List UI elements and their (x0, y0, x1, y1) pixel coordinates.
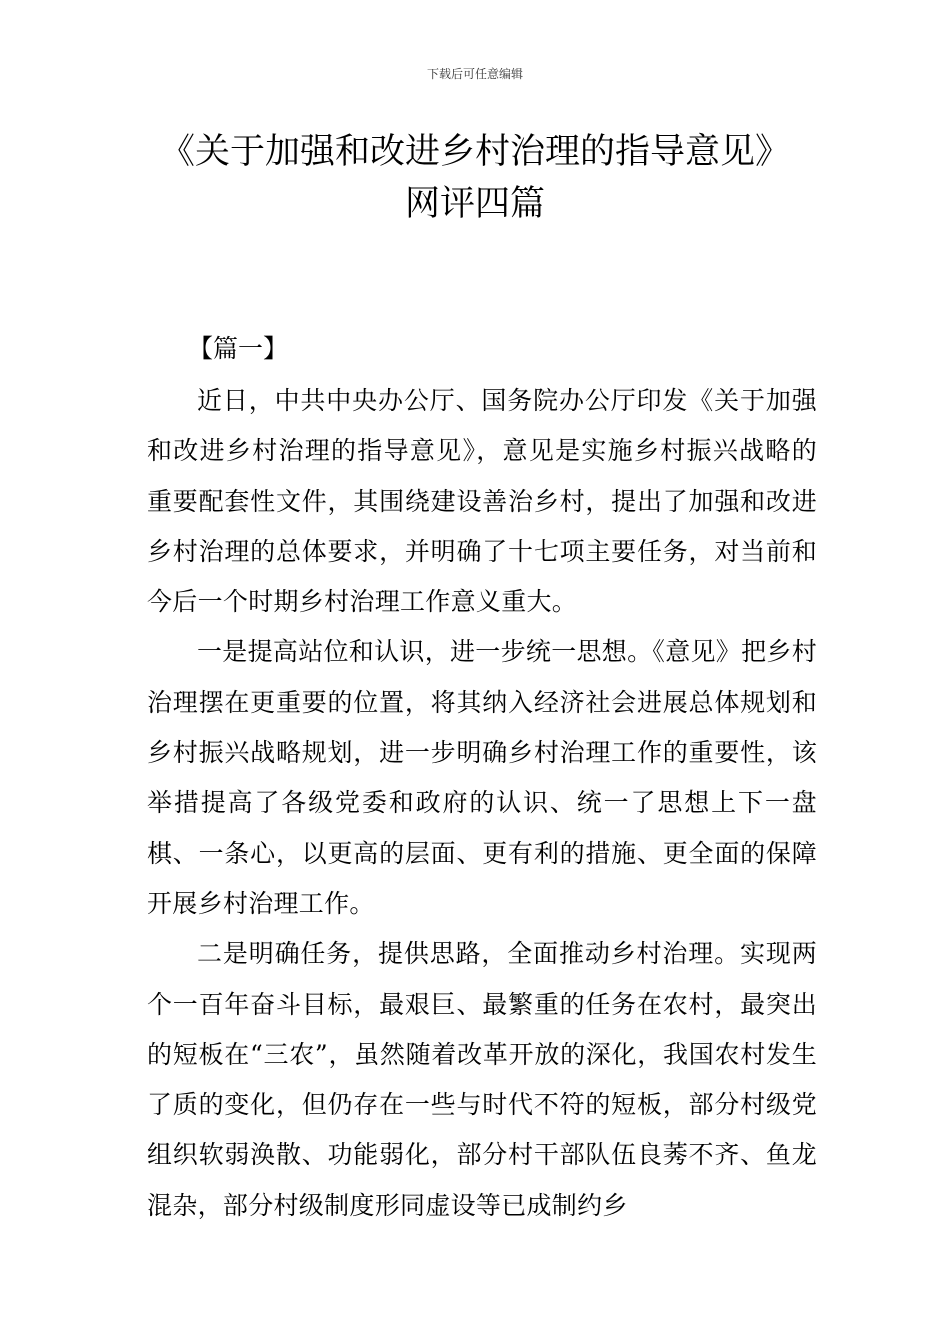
title-line-2: 网评四篇 (404, 184, 545, 224)
header-note: 下载后可任意编辑 (426, 67, 523, 81)
body-text (147, 376, 817, 1231)
paragraph: 一是提高站位和认识，进一步统一思想。《意见》把乡村治理摆在更重要的位置，将其纳入经济社会进展总体规划和乡村振兴战略规划，进一步明确乡村治理工作的重要性，该举措提高了各级党委和政府的认识、统一了思想上下一盘棋、一条心，以更高的层面、更有利的措施、更全面的保障开展乡村治理工作。 (147, 637, 818, 918)
paragraph: 近日，中共中央办公厅、国务院办公厅印发《关于加强和改进乡村治理的指导意见》，意见是实施乡村振兴战略的重要配套性文件，其围绕建设善治乡村，提出了加强和改进乡村治理的总体要求，并明确了十七项主要任务，对当前和今后一个时期乡村治理工作意义重大。 (147, 386, 817, 617)
document-title (100, 126, 850, 230)
section-label: 【篇一】 (188, 334, 289, 363)
title-line-1: 《关于加强和改进乡村治理的指导意见》 (159, 132, 790, 172)
paragraph: 二是明确任务，提供思路，全面推动乡村治理。实现两个一百年奋斗目标，最艰巨、最繁重的任务在农村，最突出的短板在“三农”，虽然随着改革开放的深化，我国农村发生了质的变化，但仍存在一些与时代不符的短板，部分村级党组织软弱涣散、功能弱化，部分村干部队伍良莠不齐、鱼龙混杂，部分村级制度形同虚设等已成制约乡 (147, 939, 817, 1220)
